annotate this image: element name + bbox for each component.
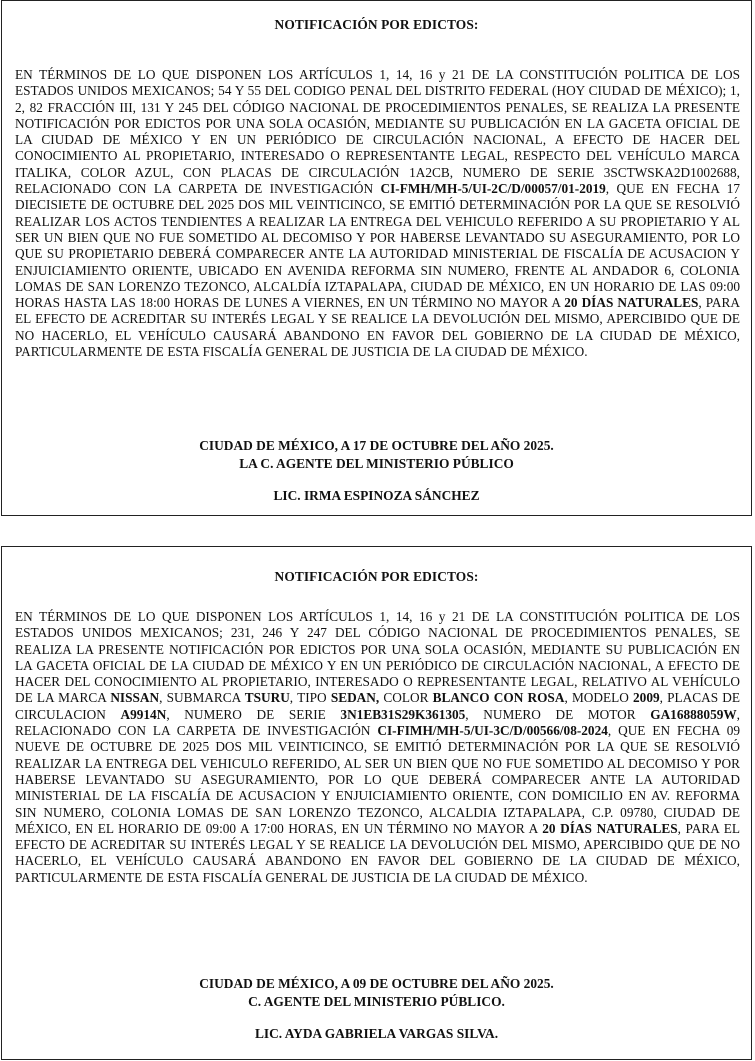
- signer-role: C. AGENTE DEL MINISTERIO PÚBLICO.: [248, 994, 505, 1009]
- signer-name: LIC. AYDA GABRIELA VARGAS SILVA.: [254, 1026, 499, 1041]
- vehicle-submodel: TSURU: [244, 690, 290, 706]
- vehicle-serial: 3N1EB31S29K361305: [340, 706, 466, 722]
- signer-name: LIC. IRMA ESPINOZA SÁNCHEZ: [273, 488, 480, 503]
- deadline-days: 20 DÍAS NATURALES: [564, 295, 699, 311]
- vehicle-color: BLANCO CON ROSA: [432, 690, 565, 706]
- notice-body: [15, 609, 740, 886]
- body-segment: EN TÉRMINOS DE LO QUE DISPONEN LOS ARTÍCULOS 1, 14, 16 y 21 DE LA CONSTITUCIÓN POLITICA DE LOS ESTADOS UNIDOS MEXICANOS; 54 Y 55 DEL CODIGO PENAL DEL DISTRITO FEDERAL (HOY CIUDAD DE MÉXICO); 1, 2, 82 FRACCIÓN III, 131 Y 245 DEL CÓDIGO NACIONAL DE PROCEDIMIENTOS PENALES, SE REALIZA LA PRESENTE NOTIFICACIÓN POR EDICTOS POR UNA SOLA OCASIÓN, MEDIANTE SU PUBLICACIÓN EN LA GACETA OFICIAL DE LA CIUDAD DE MÉXICO Y EN UN PERIÓDICO DE CIRCULACIÓN NACIONAL, A EFECTO DE HACER DEL CONOCIMIENTO AL PROPIETARIO, INTERESADO O REPRESENTANTE LEGAL, RESPECTO DEL VEHÍCULO MARCA ITALIKA, COLOR AZUL, CON PLACAS DE CIRCULACIÓN 1A2CB, NUMERO DE SERIE 3SCTWSKA2D1002688, RELACIONADO CON LA CARPETA DE INVESTIGACIÓN: [15, 67, 740, 197]
- body-segment: , TIPO: [289, 690, 331, 706]
- notice-title: NOTIFICACIÓN POR EDICTOS:: [274, 17, 479, 32]
- body-segment: COLOR: [379, 690, 433, 706]
- body-segment: , MODELO: [564, 690, 634, 706]
- case-file-number: CI-FMH/MH-5/UI-2C/D/00057/01-2019: [380, 181, 606, 197]
- body-segment: , NUMERO DE SERIE: [166, 706, 341, 722]
- body-segment: , RELACIONADO CON LA CARPETA DE INVESTIGACIÓN: [15, 706, 740, 739]
- notice-title: NOTIFICACIÓN POR EDICTOS:: [274, 569, 479, 584]
- engine-number: GA16888059W: [650, 706, 737, 722]
- edict-notice: [1, 546, 752, 1060]
- edict-notice: [1, 0, 752, 516]
- vehicle-brand: NISSAN: [110, 690, 160, 706]
- deadline-days: 20 DÍAS NATURALES: [542, 820, 678, 836]
- notice-body: [15, 67, 740, 360]
- body-segment: , NUMERO DE MOTOR: [465, 706, 651, 722]
- body-segment: , PARA EL EFECTO DE ACREDITAR SU INTERÉS LEGAL Y SE REALICE LA DEVOLUCIÓN DEL MISMO, APERCIBIDO QUE DE NO HACERLO, EL VEHÍCULO CAUSARÁ ABANDONO EN FAVOR DEL GOBIERNO DE LA CIUDAD DE MÉXICO, PARTICULARMENTE DE ESTA FISCALÍA GENERAL DE JUSTICIA DE LA CIUDAD DE MÉXICO.: [15, 820, 740, 885]
- place-date: CIUDAD DE MÉXICO, A 17 DE OCTUBRE DEL AÑO 2025.: [199, 438, 554, 453]
- body-segment: , SUBMARCA: [159, 690, 245, 706]
- vehicle-type: SEDAN,: [330, 690, 380, 706]
- body-segment: , QUE EN FECHA 17 DIECISIETE DE OCTUBRE DEL 2025 DOS MIL VEINTICINCO, SE EMITIÓ DETERMINACIÓN POR LA QUE SE RESOLVIÓ REALIZAR LOS ACTOS TENDIENTES A REALIZAR LA ENTREGA DEL VEHICULO REFERIDO A SU PROPIETARIO Y AL SER UN BIEN QUE NO FUE SOMETIDO AL DECOMISO Y POR HABERSE LEVANTADO SU ASEGURAMIENTO, POR LO QUE SU PROPIETARIO DEBERÁ COMPARECER ANTE LA AUTORIDAD MINISTERIAL DE FISCALÍA DE ACUSACION Y ENJUICIAMIENTO ORIENTE, UBICADO EN AVENIDA REFORMA SIN NUMERO, FRENTE AL ANDADOR 6, COLONIA LOMAS DE SAN LORENZO TEZONCO, ALCALDÍA IZTAPALAPA, CIUDAD DE MÉXICO, EN UN HORARIO DE LAS 09:00 HORAS HASTA LAS 18:00 HORAS DE LUNES A VIERNES, EN UN TÉRMINO NO MAYOR A: [15, 181, 740, 311]
- place-date: CIUDAD DE MÉXICO, A 09 DE OCTUBRE DEL AÑO 2025.: [199, 976, 554, 991]
- body-segment: , QUE EN FECHA 09 NUEVE DE OCTUBRE DE 2025 DOS MIL VEINTICINCO, SE EMITIÓ DETERMINACIÓN POR LA QUE SE RESOLVIÓ REALIZAR LA ENTREGA DEL VEHICULO REFERIDO, AL SER UN BIEN QUE NO FUE SOMETIDO AL DECOMISO Y POR HABERSE LEVANTADO SU ASEGURAMIENTO, POR LO QUE DEBERÁ COMPARECER ANTE LA AUTORIDAD MINISTERIAL DE LA FISCALÍA DE ACUSACION Y ENJUICIAMIENTO ORIENTE, CON DOMICILIO EN AV. REFORMA SIN NUMERO, COLONIA LOMAS DE SAN LORENZO TEZONCO, ALCALDIA IZTAPALAPA, C.P. 09780, CIUDAD DE MÉXICO, EN EL HORARIO DE 09:00 A 17:00 HORAS, EN UN TÉRMINO NO MAYOR A: [15, 723, 740, 836]
- body-segment: , PARA EL EFECTO DE ACREDITAR SU INTERÉS LEGAL Y SE REALICE LA DEVOLUCIÓN DEL MISMO, APERCIBIDO QUE DE NO HACERLO, EL VEHÍCULO CAUSARÁ ABANDONO EN FAVOR DEL GOBIERNO DE LA CIUDAD DE MÉXICO, PARTICULARMENTE DE ESTA FISCALÍA GENERAL DE JUSTICIA DE LA CIUDAD DE MÉXICO.: [15, 295, 741, 360]
- body-segment: EN TÉRMINOS DE LO QUE DISPONEN LOS ARTÍCULOS 1, 14, 16 y 21 DE LA CONSTITUCIÓN POLITICA DE LOS ESTADOS UNIDOS MEXICANOS; 231, 246 Y 247 DEL CÓDIGO NACIONAL DE PROCEDIMIENTOS PENALES, SE REALIZA LA PRESENTE NOTIFICACIÓN POR EDICTOS POR UNA SOLA OCASIÓN, MEDIANTE SU PUBLICACIÓN EN LA GACETA OFICIAL DE LA CIUDAD DE MÉXICO Y EN UN PERIÓDICO DE CIRCULACIÓN NACIONAL, A EFECTO DE HACER DEL CONOCIMIENTO AL PROPIETARIO, INTERESADO O REPRESENTANTE LEGAL, RELATIVO AL VEHÍCULO DE LA MARCA: [15, 609, 740, 706]
- vehicle-model-year: 2009: [633, 690, 660, 706]
- body-segment: , PLACAS DE CIRCULACION: [15, 690, 741, 722]
- case-file-number: CI-FIMH/MH-5/UI-3C/D/00566/08-2024: [377, 723, 608, 739]
- signer-role: LA C. AGENTE DEL MINISTERIO PÚBLICO: [239, 456, 514, 471]
- vehicle-plates: A9914N: [120, 706, 167, 722]
